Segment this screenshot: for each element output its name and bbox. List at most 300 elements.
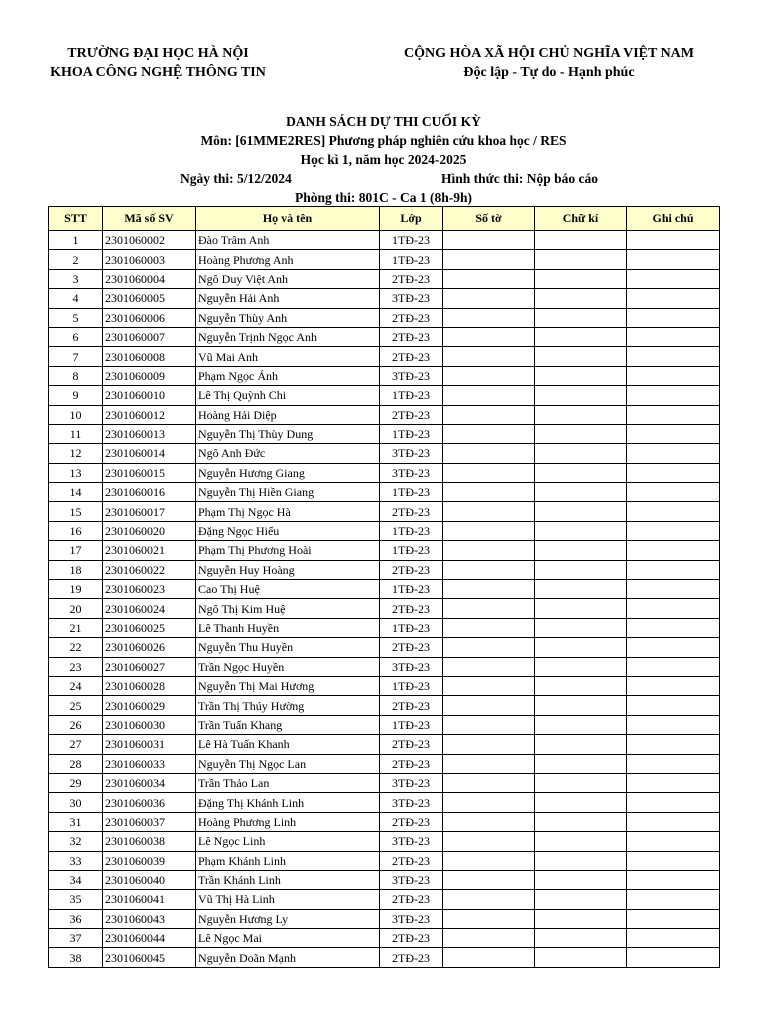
student-id-cell: 2301060031 (103, 735, 196, 754)
stt-cell: 34 (49, 870, 103, 889)
stt-cell: 7 (49, 347, 103, 366)
table-row (49, 599, 720, 618)
stt-cell: 18 (49, 560, 103, 579)
class-cell: 1TĐ-23 (380, 715, 443, 734)
notes-cell[interactable] (627, 599, 720, 618)
student-id-cell: 2301060009 (103, 366, 196, 385)
stt-cell: 23 (49, 657, 103, 676)
notes-cell[interactable] (627, 618, 720, 637)
country-name: CỘNG HÒA XÃ HỘI CHỦ NGHĨA VIỆT NAM (403, 46, 694, 61)
class-cell: 3TĐ-23 (380, 793, 443, 812)
sheet-count-cell[interactable] (443, 793, 535, 812)
sheet-count-cell[interactable] (443, 424, 535, 443)
signature-cell[interactable] (535, 676, 627, 695)
notes-cell[interactable] (627, 502, 720, 521)
signature-cell[interactable] (535, 638, 627, 657)
notes-cell[interactable] (627, 832, 720, 851)
signature-cell[interactable] (535, 851, 627, 870)
name-cell: Đặng Thị Khánh Linh (196, 793, 380, 812)
class-cell: 3TĐ-23 (380, 463, 443, 482)
table-row (49, 676, 720, 695)
stt-cell: 11 (49, 424, 103, 443)
class-cell: 1TĐ-23 (380, 618, 443, 637)
name-cell: Nguyễn Hương Ly (196, 909, 380, 928)
name-cell: Nguyễn Thị Mai Hương (196, 676, 380, 695)
sheet-count-cell[interactable] (443, 347, 535, 366)
signature-cell[interactable] (535, 657, 627, 676)
sheet-count-cell[interactable] (443, 948, 535, 967)
notes-cell[interactable] (627, 948, 720, 967)
student-id-cell: 2301060013 (103, 424, 196, 443)
signature-cell[interactable] (535, 735, 627, 754)
signature-cell[interactable] (535, 793, 627, 812)
notes-cell[interactable] (627, 638, 720, 657)
table-row (49, 250, 720, 269)
name-cell: Nguyễn Thị Ngọc Lan (196, 754, 380, 773)
class-cell: 2TĐ-23 (380, 269, 443, 288)
stt-cell: 21 (49, 618, 103, 637)
sheet-count-cell[interactable] (443, 715, 535, 734)
sheet-count-cell[interactable] (443, 870, 535, 889)
student-id-cell: 2301060016 (103, 483, 196, 502)
sheet-count-cell[interactable] (443, 327, 535, 346)
stt-cell: 38 (49, 948, 103, 967)
exam-form: Hình thức thi: Nộp báo cáo (441, 171, 598, 186)
sheet-count-cell[interactable] (443, 676, 535, 695)
notes-cell[interactable] (627, 657, 720, 676)
stt-cell: 16 (49, 521, 103, 540)
class-cell: 1TĐ-23 (380, 483, 443, 502)
signature-cell[interactable] (535, 890, 627, 909)
signature-cell[interactable] (535, 599, 627, 618)
notes-cell[interactable] (627, 793, 720, 812)
student-id-cell: 2301060002 (103, 231, 196, 250)
stt-cell: 17 (49, 541, 103, 560)
table-row (49, 851, 720, 870)
signature-cell[interactable] (535, 386, 627, 405)
name-cell: Ngô Thị Kim Huệ (196, 599, 380, 618)
subject-line: Môn: [61MME2RES] Phương pháp nghiên cứu khoa học / RES (200, 133, 567, 148)
room-line: Phòng thi: 801C - Ca 1 (8h-9h) (294, 190, 472, 205)
stt-cell: 1 (49, 231, 103, 250)
student-id-cell: 2301060015 (103, 463, 196, 482)
table-header-row (49, 207, 720, 231)
signature-cell[interactable] (535, 812, 627, 831)
class-cell: 2TĐ-23 (380, 308, 443, 327)
name-cell: Vũ Mai Anh (196, 347, 380, 366)
name-cell: Trần Khánh Linh (196, 870, 380, 889)
sheet-count-cell[interactable] (443, 618, 535, 637)
notes-cell[interactable] (627, 541, 720, 560)
table-row (49, 502, 720, 521)
sheet-count-cell[interactable] (443, 502, 535, 521)
sheet-count-cell[interactable] (443, 735, 535, 754)
student-id-cell: 2301060027 (103, 657, 196, 676)
class-cell: 3TĐ-23 (380, 366, 443, 385)
class-cell: 2TĐ-23 (380, 347, 443, 366)
signature-cell[interactable] (535, 715, 627, 734)
table-row (49, 870, 720, 889)
table-row (49, 483, 720, 502)
class-cell: 2TĐ-23 (380, 812, 443, 831)
student-list-table (48, 206, 720, 968)
table-row (49, 444, 720, 463)
student-id-cell: 2301060039 (103, 851, 196, 870)
signature-cell[interactable] (535, 444, 627, 463)
name-cell: Lê Thị Quỳnh Chi (196, 386, 380, 405)
class-cell: 3TĐ-23 (380, 289, 443, 308)
table-row (49, 735, 720, 754)
sheet-count-cell[interactable] (443, 269, 535, 288)
name-cell: Nguyễn Thu Huyền (196, 638, 380, 657)
class-cell: 3TĐ-23 (380, 444, 443, 463)
table-row (49, 269, 720, 288)
name-cell: Trần Tuấn Khang (196, 715, 380, 734)
student-id-cell: 2301060003 (103, 250, 196, 269)
stt-cell: 5 (49, 308, 103, 327)
notes-cell[interactable] (627, 676, 720, 695)
table-row (49, 289, 720, 308)
signature-cell[interactable] (535, 541, 627, 560)
class-cell: 3TĐ-23 (380, 909, 443, 928)
stt-cell: 36 (49, 909, 103, 928)
student-id-cell: 2301060037 (103, 812, 196, 831)
stt-cell: 20 (49, 599, 103, 618)
stt-cell: 14 (49, 483, 103, 502)
class-cell: 1TĐ-23 (380, 386, 443, 405)
table-row (49, 521, 720, 540)
table-row (49, 618, 720, 637)
notes-cell[interactable] (627, 424, 720, 443)
class-cell: 3TĐ-23 (380, 870, 443, 889)
student-id-cell: 2301060008 (103, 347, 196, 366)
table-row (49, 560, 720, 579)
student-id-cell: 2301060022 (103, 560, 196, 579)
stt-cell: 24 (49, 676, 103, 695)
national-motto-header (380, 44, 718, 82)
notes-cell[interactable] (627, 483, 720, 502)
name-cell: Đào Trâm Anh (196, 231, 380, 250)
sheet-count-cell[interactable] (443, 851, 535, 870)
notes-cell[interactable] (627, 560, 720, 579)
name-cell: Phạm Ngọc Ánh (196, 366, 380, 385)
sheet-count-cell[interactable] (443, 812, 535, 831)
table-row (49, 715, 720, 734)
notes-cell[interactable] (627, 250, 720, 269)
class-cell: 2TĐ-23 (380, 851, 443, 870)
class-cell: 2TĐ-23 (380, 696, 443, 715)
class-cell: 3TĐ-23 (380, 657, 443, 676)
university-name: TRƯỜNG ĐẠI HỌC HÀ NỘI (67, 46, 249, 61)
table-row (49, 832, 720, 851)
notes-cell[interactable] (627, 696, 720, 715)
notes-cell[interactable] (627, 851, 720, 870)
sheet-count-cell[interactable] (443, 657, 535, 676)
notes-cell[interactable] (627, 269, 720, 288)
name-cell: Lê Thanh Huyền (196, 618, 380, 637)
signature-cell[interactable] (535, 521, 627, 540)
table-row (49, 773, 720, 792)
signature-cell[interactable] (535, 424, 627, 443)
table-row (49, 754, 720, 773)
student-id-cell: 2301060030 (103, 715, 196, 734)
signature-cell[interactable] (535, 870, 627, 889)
signature-cell[interactable] (535, 347, 627, 366)
sheet-count-cell[interactable] (443, 308, 535, 327)
student-id-cell: 2301060004 (103, 269, 196, 288)
signature-cell[interactable] (535, 618, 627, 637)
signature-cell[interactable] (535, 308, 627, 327)
notes-cell[interactable] (627, 735, 720, 754)
signature-cell[interactable] (535, 754, 627, 773)
class-cell: 1TĐ-23 (380, 580, 443, 599)
student-id-cell: 2301060017 (103, 502, 196, 521)
stt-cell: 13 (49, 463, 103, 482)
signature-cell[interactable] (535, 250, 627, 269)
sheet-count-cell[interactable] (443, 560, 535, 579)
signature-cell[interactable] (535, 502, 627, 521)
sheet-count-cell[interactable] (443, 929, 535, 948)
class-cell: 3TĐ-23 (380, 773, 443, 792)
student-id-cell: 2301060020 (103, 521, 196, 540)
signature-cell[interactable] (535, 463, 627, 482)
student-id-cell: 2301060006 (103, 308, 196, 327)
name-cell: Trần Thảo Lan (196, 773, 380, 792)
sheet-count-cell[interactable] (443, 231, 535, 250)
document-titles (48, 112, 719, 207)
sheet-count-cell[interactable] (443, 754, 535, 773)
stt-cell: 3 (49, 269, 103, 288)
stt-cell: 37 (49, 929, 103, 948)
student-id-cell: 2301060040 (103, 870, 196, 889)
stt-cell: 15 (49, 502, 103, 521)
table-row (49, 696, 720, 715)
table-row (49, 405, 720, 424)
name-cell: Lê Ngọc Mai (196, 929, 380, 948)
class-cell: 2TĐ-23 (380, 502, 443, 521)
student-id-cell: 2301060007 (103, 327, 196, 346)
stt-cell: 35 (49, 890, 103, 909)
signature-cell[interactable] (535, 560, 627, 579)
col-header-signature: Chữ kí (535, 207, 627, 231)
student-id-cell: 2301060028 (103, 676, 196, 695)
notes-cell[interactable] (627, 386, 720, 405)
student-id-cell: 2301060021 (103, 541, 196, 560)
document-title: DANH SÁCH DỰ THI CUỐI KỲ (286, 114, 481, 129)
table-row (49, 948, 720, 967)
table-row (49, 347, 720, 366)
exam-date: Ngày thi: 5/12/2024 (180, 171, 292, 186)
notes-cell[interactable] (627, 521, 720, 540)
sheet-count-cell[interactable] (443, 405, 535, 424)
name-cell: Hoàng Phương Linh (196, 812, 380, 831)
sheet-count-cell[interactable] (443, 832, 535, 851)
student-id-cell: 2301060012 (103, 405, 196, 424)
class-cell: 2TĐ-23 (380, 638, 443, 657)
student-id-cell: 2301060045 (103, 948, 196, 967)
sheet-count-cell[interactable] (443, 463, 535, 482)
name-cell: Trần Ngọc Huyền (196, 657, 380, 676)
name-cell: Nguyễn Huy Hoàng (196, 560, 380, 579)
name-cell: Ngô Duy Việt Anh (196, 269, 380, 288)
notes-cell[interactable] (627, 289, 720, 308)
class-cell: 1TĐ-23 (380, 250, 443, 269)
notes-cell[interactable] (627, 231, 720, 250)
table-row (49, 366, 720, 385)
sheet-count-cell[interactable] (443, 890, 535, 909)
signature-cell[interactable] (535, 231, 627, 250)
class-cell: 1TĐ-23 (380, 676, 443, 695)
sheet-count-cell[interactable] (443, 599, 535, 618)
student-id-cell: 2301060033 (103, 754, 196, 773)
notes-cell[interactable] (627, 327, 720, 346)
signature-cell[interactable] (535, 929, 627, 948)
col-header-stt: STT (49, 207, 103, 231)
table-row (49, 424, 720, 443)
signature-cell[interactable] (535, 948, 627, 967)
signature-cell[interactable] (535, 269, 627, 288)
signature-cell[interactable] (535, 832, 627, 851)
table-row (49, 231, 720, 250)
stt-cell: 30 (49, 793, 103, 812)
signature-cell[interactable] (535, 327, 627, 346)
sheet-count-cell[interactable] (443, 773, 535, 792)
notes-cell[interactable] (627, 890, 720, 909)
stt-cell: 2 (49, 250, 103, 269)
notes-cell[interactable] (627, 909, 720, 928)
signature-cell[interactable] (535, 366, 627, 385)
col-header-full-name: Họ và tên (196, 207, 380, 231)
table-row (49, 812, 720, 831)
exam-info-line (48, 169, 719, 188)
name-cell: Hoàng Hải Diệp (196, 405, 380, 424)
signature-cell[interactable] (535, 580, 627, 599)
name-cell: Đặng Ngọc Hiếu (196, 521, 380, 540)
notes-cell[interactable] (627, 347, 720, 366)
class-cell: 2TĐ-23 (380, 405, 443, 424)
student-id-cell: 2301060034 (103, 773, 196, 792)
name-cell: Nguyễn Hương Giang (196, 463, 380, 482)
student-id-cell: 2301060023 (103, 580, 196, 599)
class-cell: 1TĐ-23 (380, 521, 443, 540)
name-cell: Cao Thị Huệ (196, 580, 380, 599)
stt-cell: 27 (49, 735, 103, 754)
table-row (49, 657, 720, 676)
sheet-count-cell[interactable] (443, 638, 535, 657)
notes-cell[interactable] (627, 715, 720, 734)
notes-cell[interactable] (627, 444, 720, 463)
notes-cell[interactable] (627, 366, 720, 385)
semester-line: Học kì 1, năm học 2024-2025 (300, 152, 467, 167)
table-row (49, 793, 720, 812)
table-row (49, 463, 720, 482)
sheet-count-cell[interactable] (443, 366, 535, 385)
signature-cell[interactable] (535, 405, 627, 424)
name-cell: Phạm Khánh Linh (196, 851, 380, 870)
table-row (49, 386, 720, 405)
notes-cell[interactable] (627, 870, 720, 889)
stt-cell: 26 (49, 715, 103, 734)
sheet-count-cell[interactable] (443, 521, 535, 540)
sheet-count-cell[interactable] (443, 541, 535, 560)
student-id-cell: 2301060044 (103, 929, 196, 948)
student-id-cell: 2301060043 (103, 909, 196, 928)
class-cell: 2TĐ-23 (380, 327, 443, 346)
student-id-cell: 2301060026 (103, 638, 196, 657)
stt-cell: 31 (49, 812, 103, 831)
signature-cell[interactable] (535, 483, 627, 502)
sheet-count-cell[interactable] (443, 444, 535, 463)
sheet-count-cell[interactable] (443, 580, 535, 599)
notes-cell[interactable] (627, 754, 720, 773)
notes-cell[interactable] (627, 405, 720, 424)
notes-cell[interactable] (627, 580, 720, 599)
stt-cell: 4 (49, 289, 103, 308)
notes-cell[interactable] (627, 308, 720, 327)
student-id-cell: 2301060005 (103, 289, 196, 308)
class-cell: 2TĐ-23 (380, 948, 443, 967)
stt-cell: 28 (49, 754, 103, 773)
signature-cell[interactable] (535, 289, 627, 308)
stt-cell: 29 (49, 773, 103, 792)
class-cell: 2TĐ-23 (380, 560, 443, 579)
sheet-count-cell[interactable] (443, 909, 535, 928)
class-cell: 2TĐ-23 (380, 929, 443, 948)
notes-cell[interactable] (627, 929, 720, 948)
class-cell: 2TĐ-23 (380, 735, 443, 754)
sheet-count-cell[interactable] (443, 696, 535, 715)
name-cell: Lê Ngọc Linh (196, 832, 380, 851)
class-cell: 2TĐ-23 (380, 599, 443, 618)
table-row (49, 541, 720, 560)
sheet-count-cell[interactable] (443, 386, 535, 405)
name-cell: Lê Hà Tuấn Khanh (196, 735, 380, 754)
col-header-class: Lớp (380, 207, 443, 231)
name-cell: Nguyễn Thùy Anh (196, 308, 380, 327)
signature-cell[interactable] (535, 909, 627, 928)
student-id-cell: 2301060024 (103, 599, 196, 618)
class-cell: 1TĐ-23 (380, 541, 443, 560)
notes-cell[interactable] (627, 773, 720, 792)
student-id-cell: 2301060041 (103, 890, 196, 909)
sheet-count-cell[interactable] (443, 483, 535, 502)
notes-cell[interactable] (627, 463, 720, 482)
student-id-cell: 2301060029 (103, 696, 196, 715)
stt-cell: 25 (49, 696, 103, 715)
name-cell: Nguyễn Thị Thùy Dung (196, 424, 380, 443)
signature-cell[interactable] (535, 773, 627, 792)
table-row (49, 909, 720, 928)
sheet-count-cell[interactable] (443, 250, 535, 269)
notes-cell[interactable] (627, 812, 720, 831)
faculty-name: KHOA CÔNG NGHỆ THÔNG TIN (50, 65, 266, 80)
student-id-cell: 2301060014 (103, 444, 196, 463)
name-cell: Vũ Thị Hà Linh (196, 890, 380, 909)
name-cell: Nguyễn Doãn Mạnh (196, 948, 380, 967)
signature-cell[interactable] (535, 696, 627, 715)
stt-cell: 10 (49, 405, 103, 424)
name-cell: Trần Thị Thúy Hường (196, 696, 380, 715)
class-cell: 2TĐ-23 (380, 890, 443, 909)
university-header (40, 44, 276, 82)
student-id-cell: 2301060025 (103, 618, 196, 637)
table-row (49, 327, 720, 346)
student-id-cell: 2301060038 (103, 832, 196, 851)
stt-cell: 6 (49, 327, 103, 346)
name-cell: Phạm Thị Phương Hoài (196, 541, 380, 560)
sheet-count-cell[interactable] (443, 289, 535, 308)
table-row (49, 638, 720, 657)
